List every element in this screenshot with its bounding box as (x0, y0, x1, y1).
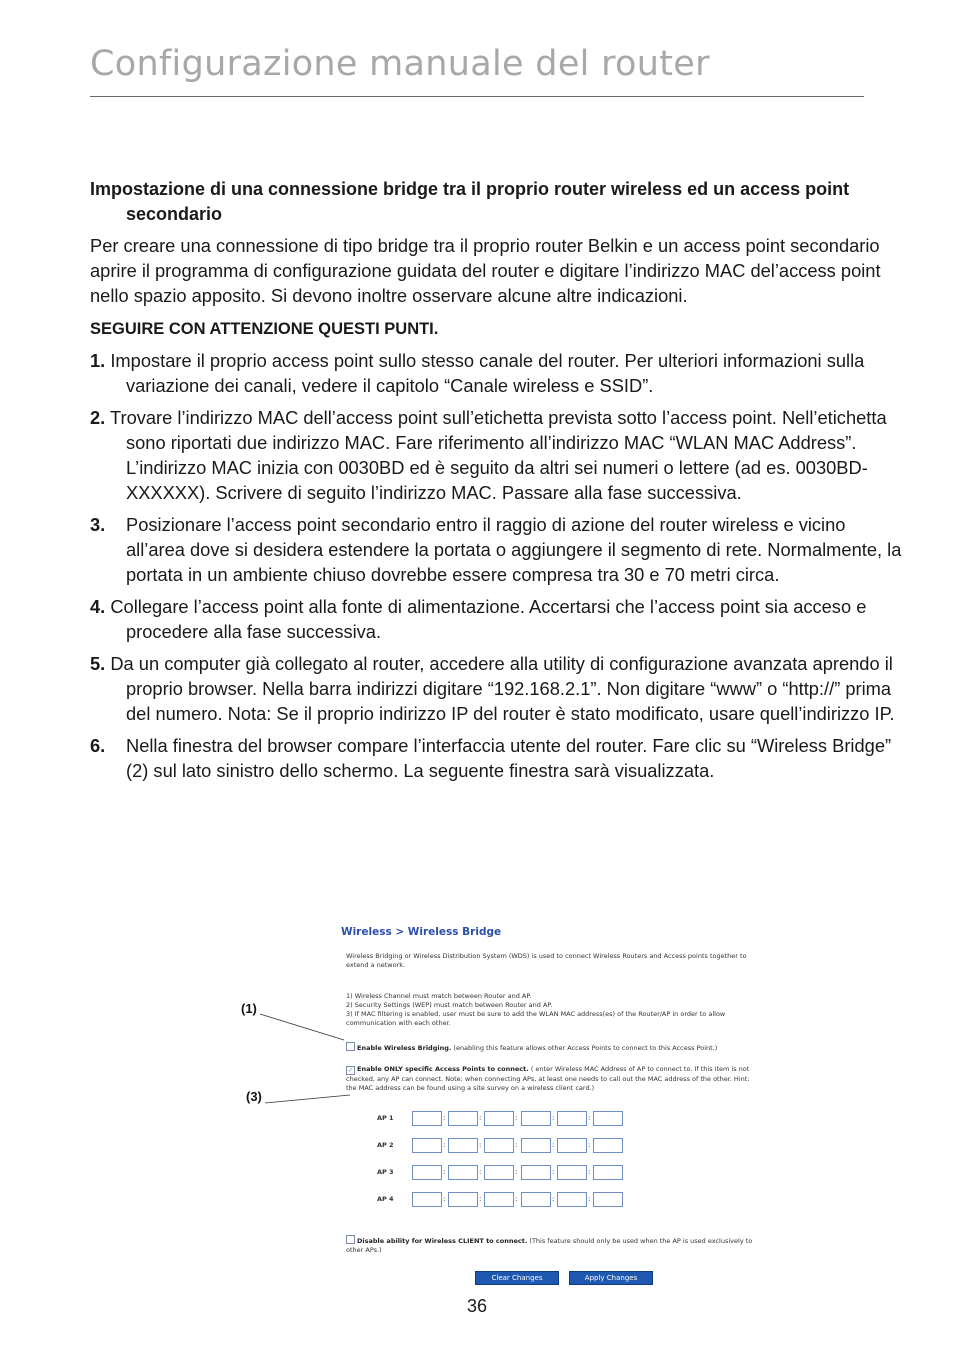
step-5: 5. Da un computer già collegato al router, accedere alla utility di configurazione avanzata aprendo il proprio browser. Nella barra indirizzi digitare “192.168.2.1”. Non digitare “www” o “http://” prima del numero. Nota: Se il proprio indirizzo IP del router è stato modificato, usare quell’indirizzo IP. (90, 653, 895, 724)
step-6: 6. Nella finestra del browser compare l’interfaccia utente del router. Fare clic su “Wireless Bridge” (2) sul lato sinistro dello schermo. La seguente finestra sarà visualizzata. (90, 735, 892, 781)
mac-octet-input[interactable] (521, 1111, 551, 1126)
callout-3: (3) (246, 1089, 262, 1104)
mac-octet-input[interactable] (557, 1111, 587, 1126)
step-3: 3. Posizionare l’access point secondario entro il raggio di azione del router wireless e vicino all’area dove si desidera estendere la portata o aggiungere il segmento di rete. Normalmente, la portata in un ambiente chiuso dovrebbe essere compresa tra 30 e 70 metri circa. (90, 514, 902, 585)
apply-changes-button[interactable]: Apply Changes (569, 1271, 653, 1285)
mac-octet-input[interactable] (557, 1138, 587, 1153)
breadcrumb: Wireless > Wireless Bridge (341, 926, 502, 938)
enable-specific-option: ✓ Enable ONLY specific Access Points to connect. ( enter Wireless MAC Address of AP to connect to. If this item is not checked, any AP can connect. Note: when connecting APs, at least one needs to call out the MAC address of the other. Hint: the MAC address can be found using a site survey on a wireless client card.) (346, 1065, 750, 1092)
mac-octet-input[interactable] (412, 1138, 442, 1153)
clear-changes-button[interactable]: Clear Changes (475, 1271, 559, 1285)
intro-paragraph: Per creare una connessione di tipo bridge tra il proprio router Belkin e un access point secondario aprire il programma di configurazione guidata del router e digitare l’indirizzo MAC del’access point nello spazio apposito. Si devono inoltre osservare alcune altre indicazioni. (90, 235, 881, 306)
mac-octet-input[interactable] (448, 1111, 478, 1126)
disable-client-option: Disable ability for Wireless CLIENT to connect. (This feature should only be used when the AP is used exclusively to other APs.) (346, 1237, 753, 1254)
mac-octet-input[interactable] (593, 1138, 623, 1153)
mac-octet-input[interactable] (448, 1138, 478, 1153)
page-number: 36 (466, 1296, 488, 1316)
wds-description: Wireless Bridging or Wireless Distribution System (WDS) is used to connect Wireless Routers and Access points together to extend a network. (346, 952, 747, 969)
mac-octet-input[interactable] (484, 1138, 514, 1153)
wds-notes: 1) Wireless Channel must match between Router and AP. 2) Security Settings (WEP) must match between Router and AP. 3) If MAC filtering is enabled, user must be sure to add the WLAN MAC address(es) of the Router/AP in order to allow communication with each other. (346, 992, 726, 1027)
enable-bridging-checkbox[interactable] (346, 1042, 355, 1051)
mac-octet-input[interactable] (557, 1165, 587, 1180)
mac-octet-input[interactable] (593, 1111, 623, 1126)
mac-octet-input[interactable] (412, 1192, 442, 1207)
mac-octet-input[interactable] (593, 1192, 623, 1207)
steps-heading: SEGUIRE CON ATTENZIONE QUESTI PUNTI. (90, 320, 439, 338)
step-2: 2. Trovare l’indirizzo MAC dell’access point sull’etichetta prevista sotto l’access point. Nell’etichetta sono riportati due indirizzo MAC. Fare riferimento all’indirizzo MAC “WLAN MAC Address”. L’indirizzo MAC inizia con 0030BD ed è seguito da altri sei numeri o lettere (ad es. 0030BD-XXXXXX). Scrivere di seguito l’indirizzo MAC. Passare alla fase successiva. (90, 407, 887, 503)
router-screenshot: Wireless > Wireless Bridge Wireless Bridging or Wireless Distribution System (WDS) is used to connect Wireless Routers and Access points together to extend a network. 1) Wireless Channel must match between Router and AP. 2) Security Settings (WEP) must match between Router and AP. 3) If MAC filtering is enabled, user must be sure to add the WLAN MAC address(es) of the Router/AP in order to allow communication with each other. Enable Wireless Bridging. (enabling this feature allows other Access Points to connect to this Access Point.) ✓ Enable ONLY specific Access Points to connect. ( enter Wireless MAC Address of AP to connect to. If this item is not checked, any AP can connect. Note: when connecting APs, at least one needs to call out the MAC address of the other. Hint: the MAC address can be found using a site survey on a wireless client card.) AP 1 : : : : : AP 2 : : : : : AP 3 : : : : : AP 4 : : : : : Disable ability for Wireless CLIENT to connect. (This feature should only be used when the AP is used exclusively to other APs.) Clear Changes Apply Changes (333, 922, 763, 1290)
enable-specific-checkbox[interactable]: ✓ (347, 1067, 354, 1074)
disable-client-checkbox[interactable] (346, 1235, 355, 1244)
mac-octet-input[interactable] (412, 1165, 442, 1180)
mac-octet-input[interactable] (557, 1192, 587, 1207)
step-1: 1. Impostare il proprio access point sullo stesso canale del router. Per ulteriori informazioni sulla variazione dei canali, vedere il capitolo “Canale wireless e SSID”. (90, 350, 865, 396)
mac-octet-input[interactable] (412, 1111, 442, 1126)
mac-octet-input[interactable] (521, 1192, 551, 1207)
mac-octet-input[interactable] (484, 1165, 514, 1180)
mac-octet-input[interactable] (448, 1192, 478, 1207)
mac-octet-input[interactable] (593, 1165, 623, 1180)
step-4: 4. Collegare l’access point alla fonte di alimentazione. Accertarsi che l’access point sia acceso e procedere alla fase successiva. (90, 596, 867, 642)
mac-octet-input[interactable] (448, 1165, 478, 1180)
mac-octet-input[interactable] (521, 1138, 551, 1153)
page-title: Configurazione manuale del router (90, 44, 710, 84)
enable-bridging-option: Enable Wireless Bridging. (enabling this feature allows other Access Points to connect to this Access Point.) (346, 1042, 756, 1053)
mac-octet-input[interactable] (521, 1165, 551, 1180)
section-heading: Impostazione di una connessione bridge tra il proprio router wireless ed un access point secondario (90, 179, 850, 224)
callout-1: (1) (241, 1001, 257, 1016)
mac-octet-input[interactable] (484, 1192, 514, 1207)
mac-octet-input[interactable] (484, 1111, 514, 1126)
